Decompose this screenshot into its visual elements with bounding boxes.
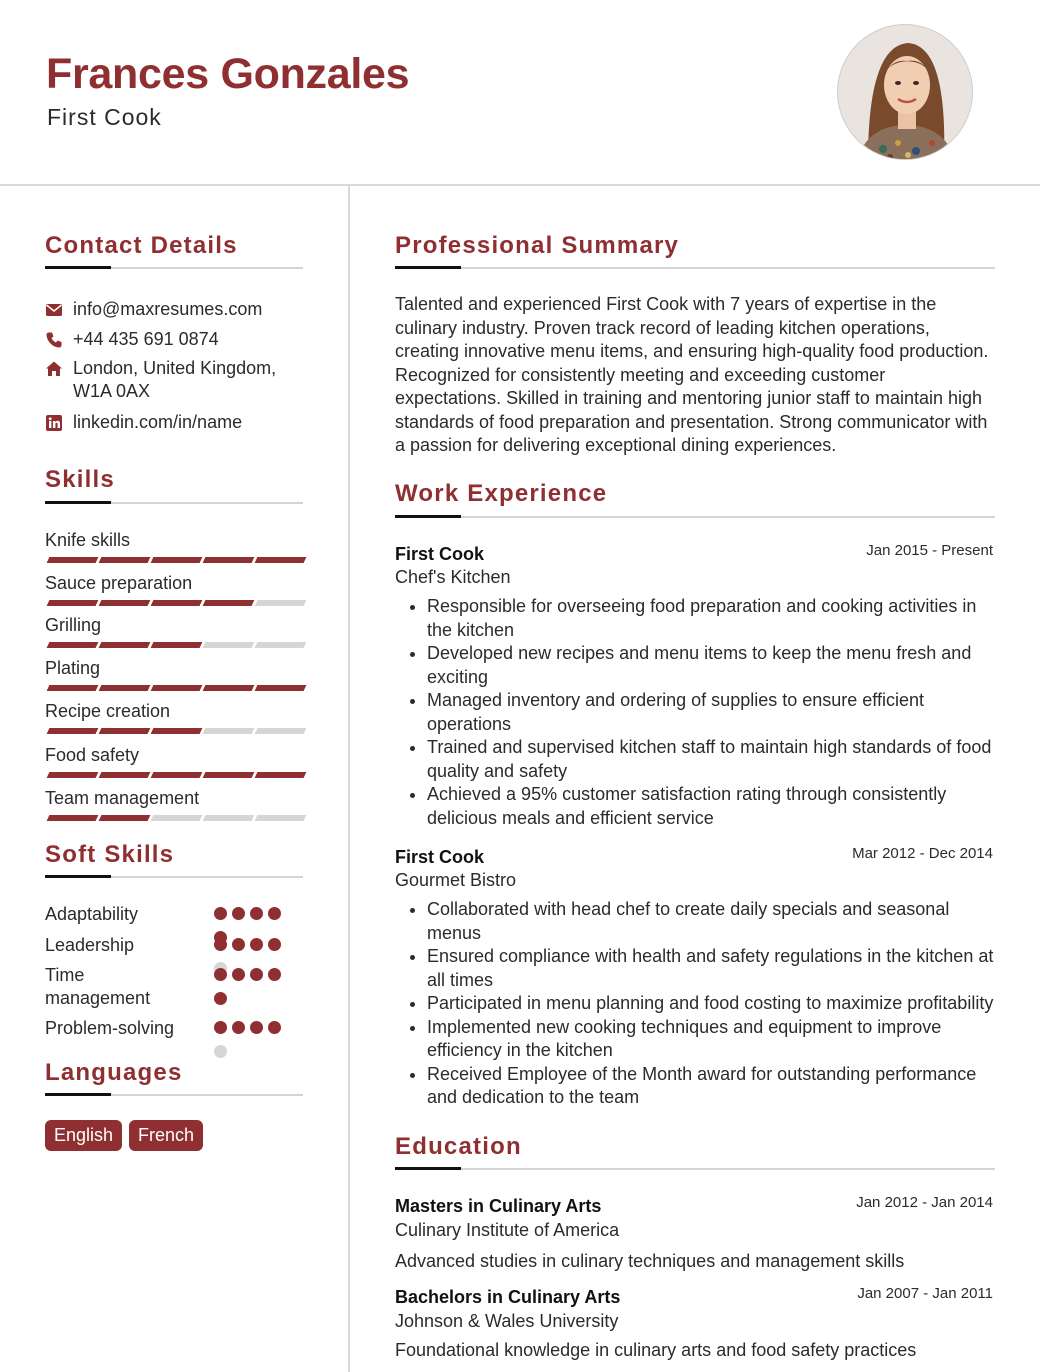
skill-level-bar xyxy=(45,642,303,648)
responsibility-item: • Achieved a 95% customer satisfaction rating through consistently delicious meals and efficient service xyxy=(427,783,995,830)
rating-dot-filled xyxy=(268,938,281,951)
skill-level-segment-filled xyxy=(47,557,99,563)
skill-label: Team management xyxy=(45,788,200,808)
resume-header xyxy=(0,0,1040,186)
summary-text: Talented and experienced First Cook with 7 years of expertise in the culinary industry. Proven track record of leading kitchen operations, creating innovative menu items, and ensuring high-quality food production. Recognized for consistently meeting and exceeding customer expectations. Skilled in training and mentoring junior staff to maintain high standards of food preparation and presentation. Strong communicator with a passion for delivering exceptional dining experiences. xyxy=(395,294,989,455)
education-school: Culinary Institute of America xyxy=(395,1220,620,1240)
rating-dot-filled xyxy=(214,968,227,981)
skill-level-segment-filled xyxy=(99,728,151,734)
skill-level-bar xyxy=(45,728,303,734)
skill-level-segment-empty xyxy=(255,815,307,821)
home-icon xyxy=(45,360,63,378)
skill-level-segment-empty xyxy=(203,642,255,648)
skill-level-bar xyxy=(45,557,303,563)
soft-skill-label: Leadership xyxy=(45,935,135,955)
education-section-accent xyxy=(395,1167,461,1170)
skill-level-segment-empty xyxy=(203,815,255,821)
responsibility-item: • Collaborated with head chef to create daily specials and seasonal menus xyxy=(427,898,995,945)
rating-dot-empty xyxy=(214,1045,227,1058)
skill-level-segment-filled xyxy=(99,685,151,691)
rating-dot-filled xyxy=(250,1021,263,1034)
language-badge: French xyxy=(129,1120,203,1151)
experience-section-title: Work Experience xyxy=(395,480,608,507)
education-degree: Bachelors in Culinary Arts xyxy=(395,1287,621,1307)
skill-level-segment-filled xyxy=(151,772,203,778)
job-dates: Mar 2012 - Dec 2014 xyxy=(852,845,993,862)
phone-icon xyxy=(45,331,63,349)
language-badge: English xyxy=(45,1120,122,1151)
skill-level-segment-filled xyxy=(47,772,99,778)
rating-dot-filled xyxy=(232,907,245,920)
skill-level-segment-filled xyxy=(203,772,255,778)
experience-section-accent xyxy=(395,515,461,518)
linkedin-icon xyxy=(45,414,63,432)
education-dates: Jan 2007 - Jan 2011 xyxy=(857,1285,993,1302)
skill-label: Food safety xyxy=(45,745,140,765)
rating-dot-filled xyxy=(232,938,245,951)
soft-skill-label: Adaptability xyxy=(45,904,139,924)
skill-level-segment-filled xyxy=(99,600,151,606)
skill-level-bar xyxy=(45,685,303,691)
skill-level-segment-empty xyxy=(151,815,203,821)
candidate-title: First Cook xyxy=(47,104,162,130)
skill-label: Knife skills xyxy=(45,530,131,550)
rating-dot-filled xyxy=(232,1021,245,1034)
skill-level-segment-filled xyxy=(47,815,99,821)
education-section-title: Education xyxy=(395,1133,522,1160)
skill-level-segment-filled xyxy=(47,642,99,648)
skills-section-accent xyxy=(45,501,111,504)
responsibility-item: • Received Employee of the Month award for outstanding performance and dedication to the team xyxy=(427,1063,995,1110)
skill-level-bar xyxy=(45,772,303,778)
rating-dot-filled xyxy=(214,938,227,951)
rating-dot-filled xyxy=(214,992,227,1005)
profile-photo-illustration xyxy=(838,25,973,160)
responsibility-item: • Trained and supervised kitchen staff to maintain high standards of food quality and safety xyxy=(427,736,995,783)
job-title: First Cook xyxy=(395,847,485,867)
skill-level-segment-filled xyxy=(151,557,203,563)
education-description: Foundational knowledge in culinary arts and food safety practices xyxy=(395,1340,917,1360)
responsibility-item: • Ensured compliance with health and safety regulations in the kitchen at all times xyxy=(427,945,995,992)
skill-level-segment-empty xyxy=(255,600,307,606)
summary-section-rule xyxy=(395,267,995,269)
skill-level-segment-filled xyxy=(151,685,203,691)
education-section-rule xyxy=(395,1168,995,1170)
rating-dot-filled xyxy=(250,968,263,981)
skill-level-segment-filled xyxy=(151,642,203,648)
rating-dot-filled xyxy=(214,1021,227,1034)
languages-section-title: Languages xyxy=(45,1059,183,1086)
skill-level-segment-empty xyxy=(255,728,307,734)
skills-section-title: Skills xyxy=(45,466,115,493)
contact-linkedin-text: linkedin.com/in/name xyxy=(73,412,243,432)
skill-level-segment-filled xyxy=(203,557,255,563)
skill-level-segment-filled xyxy=(255,557,307,563)
responsibility-item: • Responsible for overseeing food preparation and cooking activities in the kitchen xyxy=(427,595,995,642)
candidate-name: Frances Gonzales xyxy=(46,50,410,98)
skill-level-segment-filled xyxy=(151,728,203,734)
skill-label: Sauce preparation xyxy=(45,573,193,593)
skill-level-segment-filled xyxy=(99,557,151,563)
soft-skill-label: Problem-solving xyxy=(45,1018,175,1038)
rating-dot-filled xyxy=(250,907,263,920)
education-school: Johnson & Wales University xyxy=(395,1311,619,1331)
contact-section-title: Contact Details xyxy=(45,232,238,259)
skill-label: Recipe creation xyxy=(45,701,171,721)
skill-level-segment-filled xyxy=(203,685,255,691)
contact-phone-text: +44 435 691 0874 xyxy=(73,329,219,349)
job-title: First Cook xyxy=(395,544,485,564)
skill-level-segment-filled xyxy=(255,685,307,691)
soft-skill-label: Time management xyxy=(45,965,151,1008)
skill-level-bar xyxy=(45,600,303,606)
responsibility-item: • Developed new recipes and menu items to keep the menu fresh and exciting xyxy=(427,642,995,689)
skill-level-segment-filled xyxy=(47,728,99,734)
rating-dot-filled xyxy=(268,907,281,920)
skill-level-segment-filled xyxy=(255,772,307,778)
education-description: Advanced studies in culinary techniques and management skills xyxy=(395,1251,905,1271)
job-employer: Gourmet Bistro xyxy=(395,870,517,890)
education-dates: Jan 2012 - Jan 2014 xyxy=(856,1194,993,1211)
summary-section-accent xyxy=(395,266,461,269)
education-degree: Masters in Culinary Arts xyxy=(395,1196,602,1216)
job-employer: Chef's Kitchen xyxy=(395,567,511,587)
job-responsibilities xyxy=(395,595,995,830)
skill-level-segment-empty xyxy=(255,642,307,648)
rating-dot-filled xyxy=(214,907,227,920)
responsibility-item: • Participated in menu planning and food costing to maximize profitability xyxy=(427,992,995,1016)
job-responsibilities xyxy=(395,898,995,1110)
languages-section-accent xyxy=(45,1093,111,1096)
skill-level-segment-filled xyxy=(99,815,151,821)
rating-dot-filled xyxy=(250,938,263,951)
skill-level-segment-filled xyxy=(99,772,151,778)
skill-level-segment-empty xyxy=(203,728,255,734)
skill-level-segment-filled xyxy=(99,642,151,648)
soft-skills-section-title: Soft Skills xyxy=(45,841,175,868)
skill-level-segment-filled xyxy=(151,600,203,606)
skill-level-bar xyxy=(45,815,303,821)
rating-dot-filled xyxy=(268,1021,281,1034)
responsibility-item: • Managed inventory and ordering of supplies to ensure efficient operations xyxy=(427,689,995,736)
experience-section-rule xyxy=(395,516,995,518)
skill-label: Plating xyxy=(45,658,101,678)
job-dates: Jan 2015 - Present xyxy=(866,542,993,559)
contact-section-accent xyxy=(45,266,111,269)
column-divider xyxy=(348,186,350,1372)
rating-dot-filled xyxy=(268,968,281,981)
summary-section-title: Professional Summary xyxy=(395,232,680,259)
soft-skills-section-accent xyxy=(45,875,111,878)
profile-photo xyxy=(837,24,973,160)
contact-email-text: info@maxresumes.com xyxy=(73,299,263,319)
envelope-icon xyxy=(45,301,63,319)
skill-level-segment-filled xyxy=(47,600,99,606)
skill-level-segment-filled xyxy=(203,600,255,606)
skill-label: Grilling xyxy=(45,615,102,635)
responsibility-item: • Implemented new cooking techniques and equipment to improve efficiency in the kitchen xyxy=(427,1016,995,1063)
skill-level-segment-filled xyxy=(47,685,99,691)
rating-dot-filled xyxy=(232,968,245,981)
contact-address-text: London, United Kingdom, W1A 0AX xyxy=(73,358,277,401)
